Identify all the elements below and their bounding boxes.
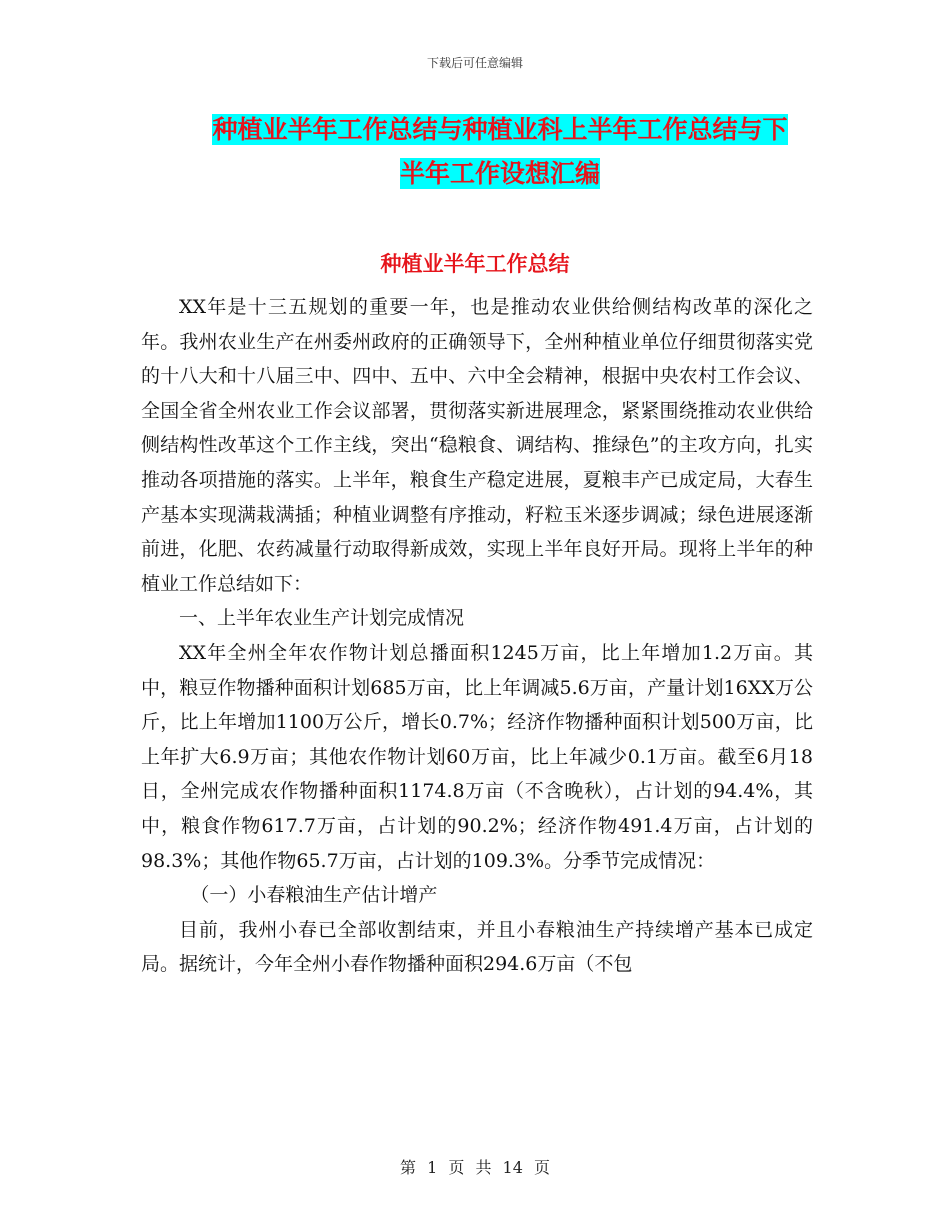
page-number-footer: 第 1 页 共 14 页 <box>400 1158 550 1177</box>
body-text <box>141 290 813 982</box>
section-title: 种植业半年工作总结 <box>380 252 570 276</box>
document-title-line-2: 半年工作设想汇编 <box>399 159 600 188</box>
heading-plan-completion: 一、上半年农业生产计划完成情况 <box>179 607 465 630</box>
document-title-line-1: 种植业半年工作总结与种植业科上半年工作总结与下 <box>212 115 788 144</box>
paragraph-intro: XX年是十三五规划的重要一年，也是推动农业供给侧结构改革的深化之年。我州农业生产在州委州政府的正确领导下，全州种植业单位仔细贯彻落实党的十八大和十八届三中、四中、五中、六中全会精神，根据中央农村工作会议、全国全省全州农业工作会议部署，贯彻落实新进展理念，紧紧围绕推动农业供给侧结构性改革这个工作主线，突出“稳粮食、调结构、推绿色”的主攻方向，扎实推动各项措施的落实。上半年，粮食生产稳定进展，夏粮丰产已成定局，大春生产基本实现满栽满插；种植业调整有序推动，籽粒玉米逐步调减；绿色进展逐渐前进，化肥、农药减量行动取得新成效，实现上半年良好开局。现将上半年的种植业工作总结如下： <box>141 296 813 595</box>
heading-spring-grain-oil: （一）小春粮油生产估计增产 <box>190 884 438 907</box>
paragraph-plan-details: XX年全州全年农作物计划总播面积1245万亩，比上年增加1.2万亩。其中，粮豆作物播种面积计划685万亩，比上年调减5.6万亩，产量计划16XX万公斤，比上年增加1100万公斤，增长0.7%；经济作物播种面积计划500万亩，比上年扩大6.9万亩；其他农作物计划60万亩，比上年减少0.1万亩。截至6月18日，全州完成农作物播种面积1174.8万亩（不含晚秋），占计划的94.4%，其中，粮食作物617.7万亩，占计划的90.2%；经济作物491.4万亩，占计划的98.3%；其他作物65.7万亩，占计划的109.3%。分季节完成情况： <box>141 641 813 872</box>
header-note: 下载后可任意编辑 <box>426 56 523 70</box>
document-title <box>160 108 840 196</box>
paragraph-spring-harvest: 目前，我州小春已全部收割结束，并且小春粮油生产持续增产基本已成定局。据统计，今年全州小春作物播种面积294.6万亩（不包 <box>141 918 813 976</box>
